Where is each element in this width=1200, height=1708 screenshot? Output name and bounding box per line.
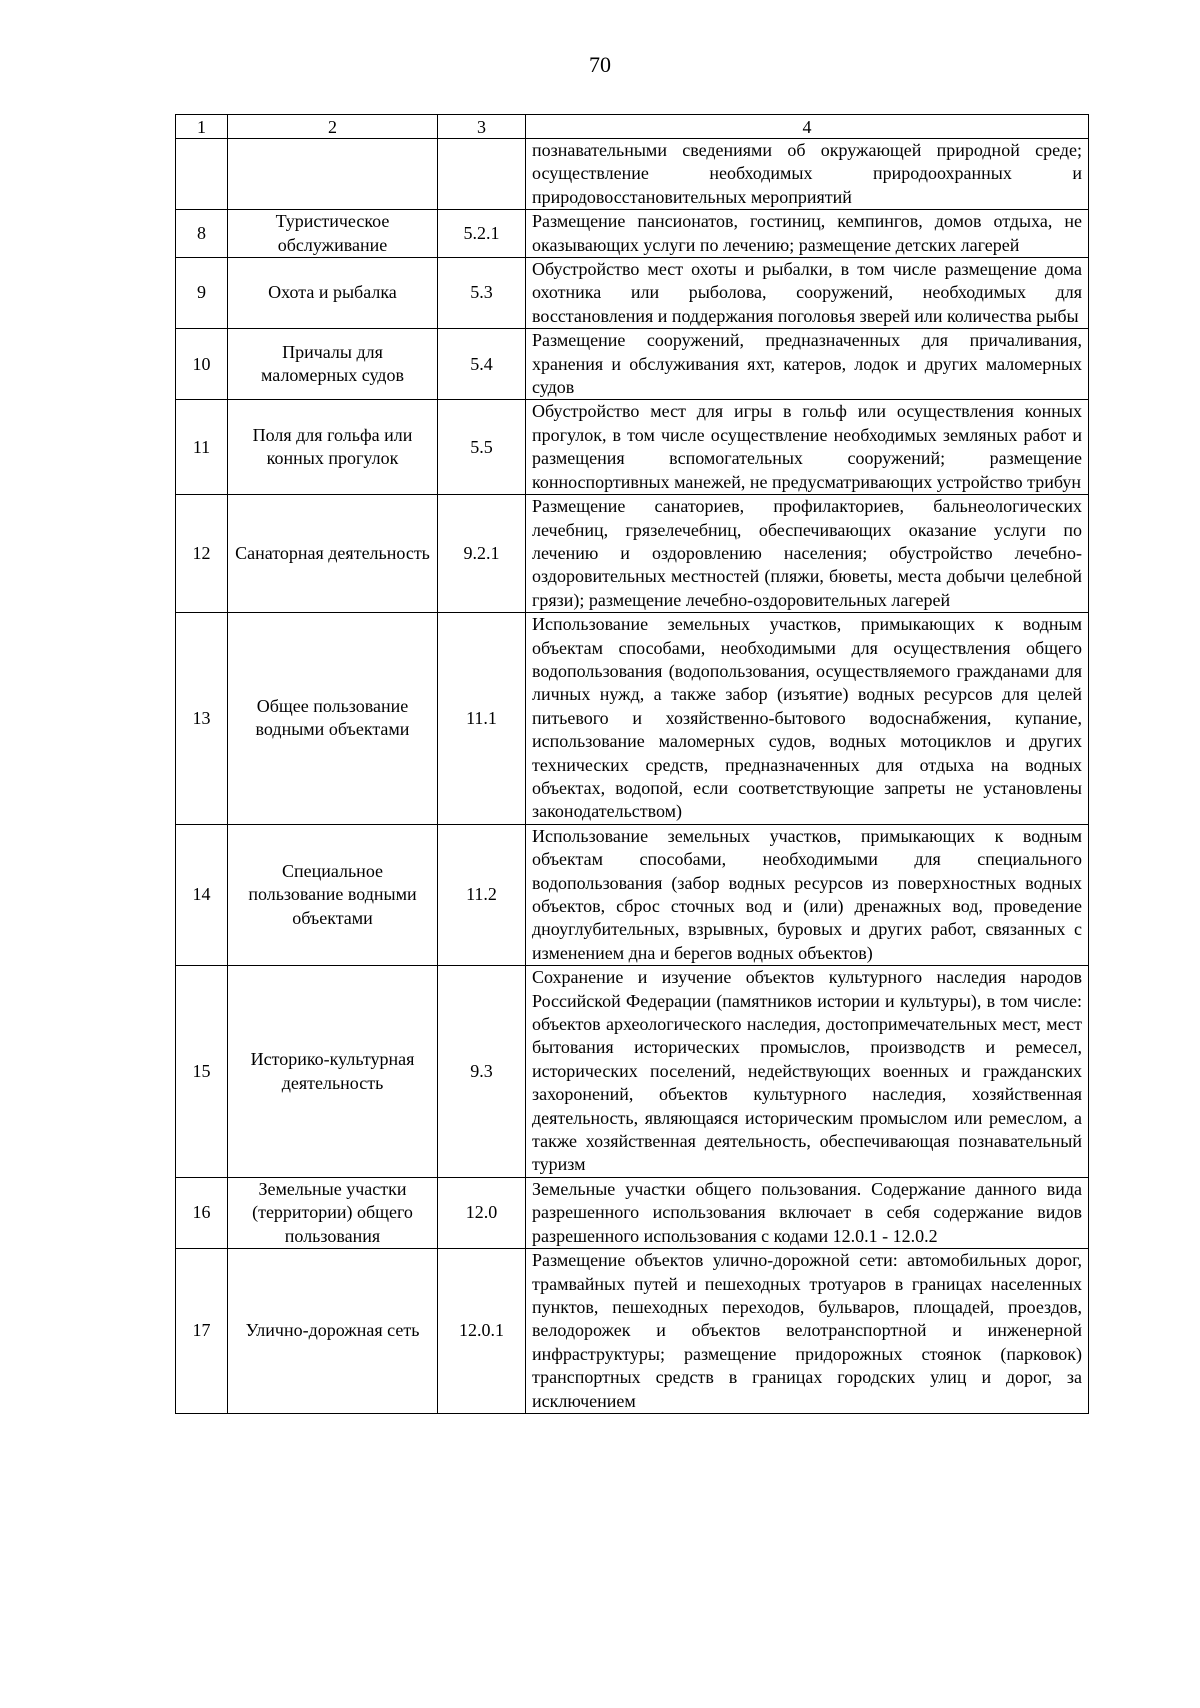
use-type-code: 5.5 bbox=[438, 400, 526, 495]
page-number: 70 bbox=[589, 52, 611, 77]
use-type-description: Размещение объектов улично-дорожной сети: автомобильных дорог, трамвайных путей и пешеходных тротуаров в границах населенных пунктов, пешеходных переходов, бульваров, площадей, проездов, велодорожек и объектов велотранспортной и инженерной инфраструктуры; размещение придорожных стоянок (парковок) транспортных средств в границах городских улиц и дорог, за исключением bbox=[526, 1249, 1089, 1414]
header-cell: 2 bbox=[228, 115, 438, 139]
use-type-code: 12.0.1 bbox=[438, 1249, 526, 1414]
row-number: 11 bbox=[176, 400, 228, 495]
use-type-description: познавательными сведениями об окружающей природной среде; осуществление необходимых природоохранных и природовосстановительных мероприятий bbox=[526, 139, 1089, 210]
use-type-name: Туристическое обслуживание bbox=[228, 210, 438, 258]
table-row bbox=[176, 1177, 1089, 1248]
table-row bbox=[176, 824, 1089, 965]
row-number: 9 bbox=[176, 258, 228, 329]
use-type-name: Поля для гольфа или конных прогулок bbox=[228, 400, 438, 495]
use-type-description: Размещение сооружений, предназначенных для причаливания, хранения и обслуживания яхт, катеров, лодок и других маломерных судов bbox=[526, 329, 1089, 400]
use-type-code: 5.2.1 bbox=[438, 210, 526, 258]
table-row bbox=[176, 210, 1089, 258]
use-type-description: Обустройство мест для игры в гольф или осуществления конных прогулок, в том числе осуществление необходимых земляных работ и размещения вспомогательных сооружений; размещение конноспортивных манежей, не предусматривающих устройство трибун bbox=[526, 400, 1089, 495]
row-number: 17 bbox=[176, 1249, 228, 1414]
use-type-description: Сохранение и изучение объектов культурного наследия народов Российской Федерации (памятников истории и культуры), в том числе: объектов археологического наследия, достопримечательных мест, мест бытования исторических промыслов, производств и ремесел, исторических поселений, недействующих военных и гражданских захоронений, объектов культурного наследия, хозяйственная деятельность, являющаяся историческим промыслом или ремеслом, а также хозяйственная деятельность, обеспечивающая познавательный туризм bbox=[526, 966, 1089, 1178]
use-type-name: Причалы для маломерных судов bbox=[228, 329, 438, 400]
row-number: 15 bbox=[176, 966, 228, 1178]
use-type-name: Охота и рыбалка bbox=[228, 258, 438, 329]
use-type-code: 11.2 bbox=[438, 824, 526, 965]
table-row bbox=[176, 966, 1089, 1178]
table-row bbox=[176, 329, 1089, 400]
table-row bbox=[176, 495, 1089, 613]
use-type-code: 9.2.1 bbox=[438, 495, 526, 613]
header-cell: 3 bbox=[438, 115, 526, 139]
use-type-name: Историко-культурная деятельность bbox=[228, 966, 438, 1178]
use-type-code: 5.4 bbox=[438, 329, 526, 400]
table-row bbox=[176, 400, 1089, 495]
use-type-code bbox=[438, 139, 526, 210]
use-type-name: Земельные участки (территории) общего пользования bbox=[228, 1177, 438, 1248]
land-use-table bbox=[175, 114, 1089, 1414]
row-number: 13 bbox=[176, 613, 228, 825]
use-type-name bbox=[228, 139, 438, 210]
row-number: 14 bbox=[176, 824, 228, 965]
use-type-description: Обустройство мест охоты и рыбалки, в том числе размещение дома охотника или рыболова, сооружений, необходимых для восстановления и поддержания поголовья зверей или количества рыбы bbox=[526, 258, 1089, 329]
row-number: 8 bbox=[176, 210, 228, 258]
row-number: 16 bbox=[176, 1177, 228, 1248]
use-type-code: 5.3 bbox=[438, 258, 526, 329]
table-row bbox=[176, 1249, 1089, 1414]
use-type-description: Размещение санаториев, профилакториев, бальнеологических лечебниц, грязелечебниц, обеспечивающих оказание услуги по лечению и оздоровлению населения; обустройство лечебно-оздоровительных местностей (пляжи, бюветы, места добычи целебной грязи); размещение лечебно-оздоровительных лагерей bbox=[526, 495, 1089, 613]
use-type-description: Использование земельных участков, примыкающих к водным объектам способами, необходимыми для осуществления общего водопользования (водопользования, осуществляемого гражданами для личных нужд, а также забор (изъятие) водных ресурсов для целей питьевого и хозяйственно-бытового водоснабжения, купание, использование маломерных судов, водных мотоциклов и других технических средств, предназначенных для отдыха на водных объектах, водопой, если соответствующие запреты не установлены законодательством) bbox=[526, 613, 1089, 825]
use-type-name: Улично-дорожная сеть bbox=[228, 1249, 438, 1414]
row-number: 12 bbox=[176, 495, 228, 613]
header-cell: 1 bbox=[176, 115, 228, 139]
use-type-code: 12.0 bbox=[438, 1177, 526, 1248]
use-type-name: Специальное пользование водными объектами bbox=[228, 824, 438, 965]
use-type-name: Санаторная деятельность bbox=[228, 495, 438, 613]
table-row bbox=[176, 139, 1089, 210]
table-row bbox=[176, 258, 1089, 329]
use-type-name: Общее пользование водными объектами bbox=[228, 613, 438, 825]
use-type-description: Размещение пансионатов, гостиниц, кемпингов, домов отдыха, не оказывающих услуги по лечению; размещение детских лагерей bbox=[526, 210, 1089, 258]
table-header-row bbox=[176, 115, 1089, 139]
use-type-code: 11.1 bbox=[438, 613, 526, 825]
table-row bbox=[176, 613, 1089, 825]
use-type-code: 9.3 bbox=[438, 966, 526, 1178]
row-number bbox=[176, 139, 228, 210]
use-type-description: Земельные участки общего пользования. Содержание данного вида разрешенного использования включает в себя содержание видов разрешенного использования с кодами 12.0.1 - 12.0.2 bbox=[526, 1177, 1089, 1248]
header-cell: 4 bbox=[526, 115, 1089, 139]
row-number: 10 bbox=[176, 329, 228, 400]
use-type-description: Использование земельных участков, примыкающих к водным объектам способами, необходимыми для специального водопользования (забор водных ресурсов из поверхностных водных объектов, сброс сточных вод и (или) дренажных вод, проведение дноуглубительных, взрывных, буровых и других работ, связанных с изменением дна и берегов водных объектов) bbox=[526, 824, 1089, 965]
